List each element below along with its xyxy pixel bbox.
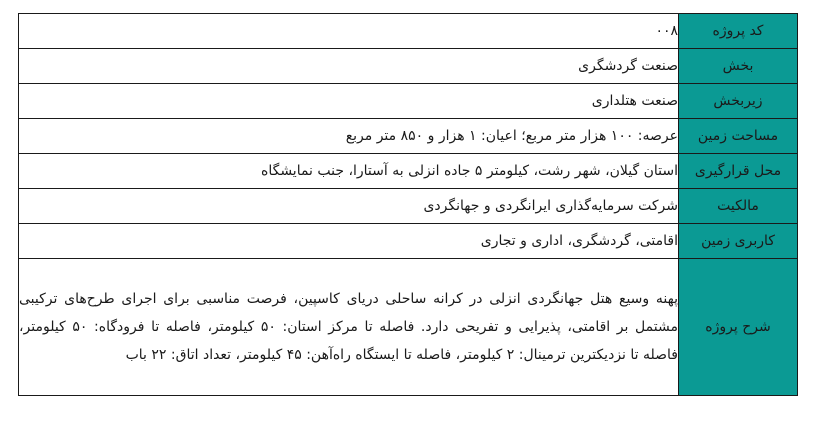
row-project-description	[19, 259, 798, 396]
value-land-area: عرصه: ۱۰۰ هزار متر مربع؛ اعیان: ۱ هزار و ۸۵۰ متر مربع	[19, 119, 679, 154]
label-sector: بخش	[679, 49, 798, 84]
row-land-area	[19, 119, 798, 154]
value-ownership: شرکت سرمایه‌گذاری ایرانگردی و جهانگردی	[19, 189, 679, 224]
row-project-code	[19, 14, 798, 49]
value-location: استان گیلان، شهر رشت، کیلومتر ۵ جاده انزلی به آستارا، جنب نمایشگاه	[19, 154, 679, 189]
label-ownership: مالکیت	[679, 189, 798, 224]
row-location	[19, 154, 798, 189]
label-land-area: مساحت زمین	[679, 119, 798, 154]
row-land-use	[19, 224, 798, 259]
row-ownership	[19, 189, 798, 224]
label-subsector: زیربخش	[679, 84, 798, 119]
label-project-description: شرح پروژه	[679, 259, 798, 396]
value-subsector: صنعت هتلداری	[19, 84, 679, 119]
label-location: محل قرارگیری	[679, 154, 798, 189]
project-info-table	[18, 13, 798, 396]
row-subsector	[19, 84, 798, 119]
label-land-use: کاربری زمین	[679, 224, 798, 259]
value-sector: صنعت گردشگری	[19, 49, 679, 84]
value-land-use: اقامتی، گردشگری، اداری و تجاری	[19, 224, 679, 259]
value-project-description: پهنه وسیع هتل جهانگردی انزلی در کرانه ساحلی دریای کاسپین، فرصت مناسبی برای اجرای طرح‌های ترکیبی مشتمل بر اقامتی، پذیرایی و تفریحی دارد. فاصله تا مرکز استان: ۵۰ کیلومتر، فاصله تا فرودگاه: ۵۰ کیلومتر، فاصله تا نزدیکترین ترمینال: ۲ کیلومتر، فاصله تا ایستگاه راه‌آهن: ۴۵ کیلومتر، تعداد اتاق: ۲۲ باب	[19, 259, 679, 396]
row-sector	[19, 49, 798, 84]
label-project-code: کد پروژه	[679, 14, 798, 49]
value-project-code: ۰۰۸	[19, 14, 679, 49]
